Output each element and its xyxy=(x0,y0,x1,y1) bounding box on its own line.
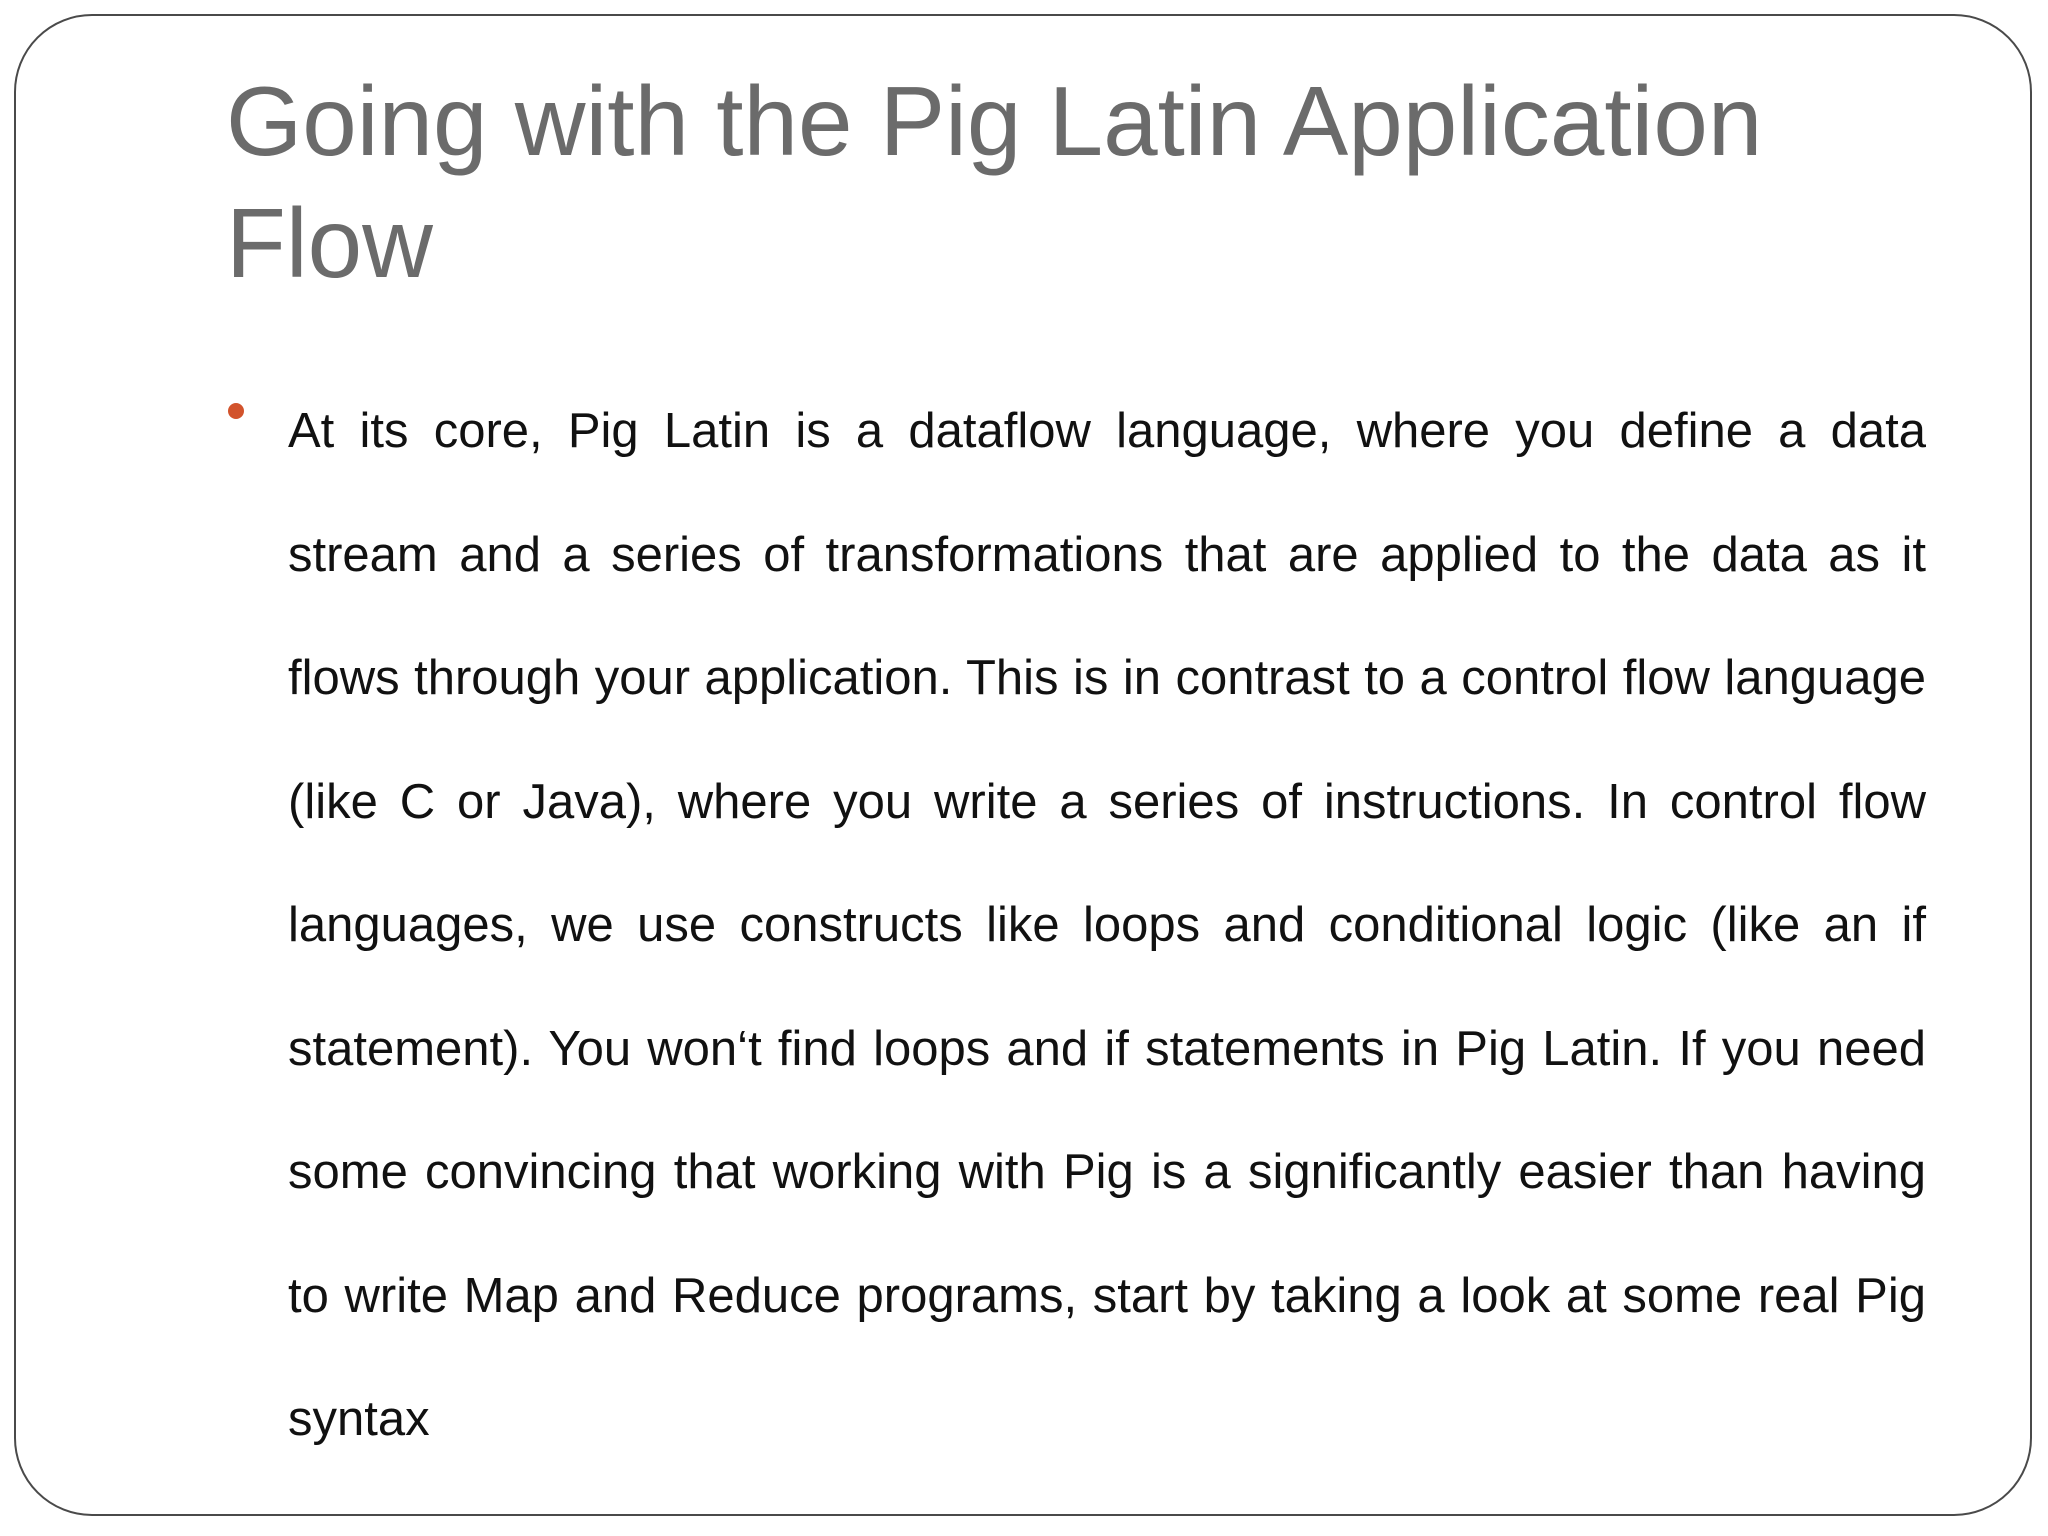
slide-title: Going with the Pig Latin Application Flow xyxy=(226,66,1763,298)
bullet-item xyxy=(226,370,1926,1482)
bullet-list xyxy=(226,370,1926,1482)
bullet-text: At its core, Pig Latin is a dataflow language, where you define a data stream and a series of transformations that are applied to the data as it flows through your application. This is in contrast to a control flow language (like C or Java), where you write a series of instructions. In control flow languages, we use constructs like loops and conditional logic (like an if statement). You won‘t find loops and if statements in Pig Latin. If you need some convincing that working with Pig is a significantly easier than having to write Map and Reduce programs, start by taking a look at some real Pig syntax xyxy=(288,404,1926,1446)
bullet-dot-icon xyxy=(228,403,244,419)
